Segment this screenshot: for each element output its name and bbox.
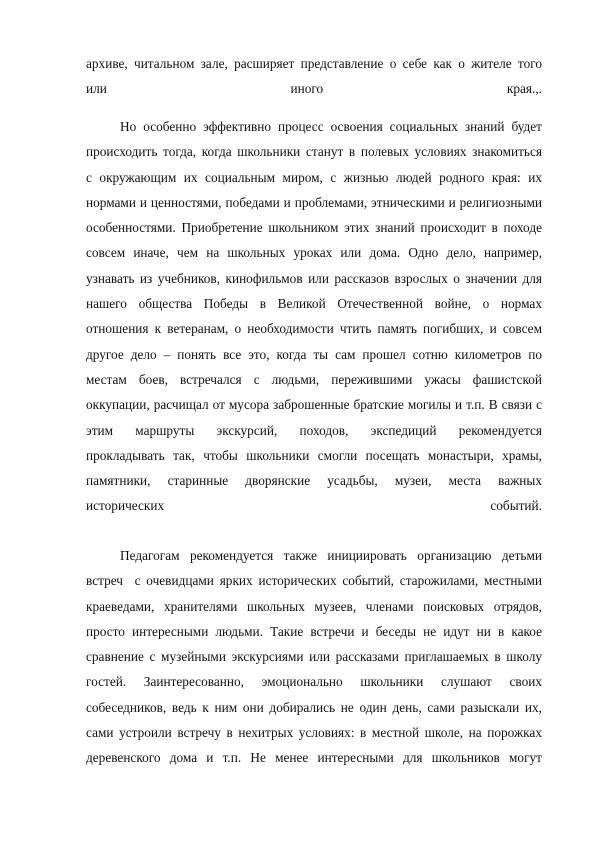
text-line: или иного края.,.: [86, 81, 542, 97]
paragraph-lines: [86, 51, 542, 102]
text-line: памятники, старинные дворянские усадьбы, музеи, места важных: [86, 473, 542, 489]
text-line: местам боев, встречался с людьми, пережившими ужасы фашистской: [86, 371, 542, 387]
text-line: Педагогам рекомендуется также инициировать организацию детьми: [120, 548, 542, 563]
text-line: этим маршруты экскурсий, походов, экспедиций рекомендуется: [86, 422, 542, 438]
text-line: сами устроили встречу в нехитрых условиях: в местной школе, на порожках: [86, 725, 542, 741]
text-line: отношения к ветеранам, о необходимости чтить память погибших, и совсем: [86, 321, 542, 337]
text-line: нашего общества Победы в Великой Отечественной войне, о нормах: [86, 296, 542, 312]
text-line: сравнение с музейными экскурсиями или рассказами приглашаемых в школу: [86, 649, 542, 665]
paragraph-meetings: [86, 543, 542, 771]
text-line: происходить тогда, когда школьники станут в полевых условиях знакомиться: [86, 144, 542, 160]
text-line: архиве, читальном зале, расширяет представление о себе как о жителе того: [86, 56, 542, 71]
text-line: Но особенно эффективно процесс освоения социальных знаний будет: [120, 119, 542, 134]
text-line: с окружающим их социальным миром, с жизнью людей родного края: их: [86, 169, 542, 185]
text-line: совсем иначе, чем на школьных уроках или дома. Одно дело, например,: [86, 245, 542, 261]
text-line: оккупации, расчищал от мусора заброшенные братские могилы и т.п. В связи с: [86, 397, 542, 413]
text-line: другое дело – понять все это, когда ты сам прошел сотню километров по: [86, 346, 542, 362]
text-line: гостей. Заинтересованно, эмоционально школьники слушают своих: [86, 674, 542, 690]
text-line: особенностями. Приобретение школьником этих знаний происходит в походе: [86, 220, 542, 236]
text-line: прокладывать так, чтобы школьники смогли посещать монастыри, храмы,: [86, 447, 542, 463]
text-line: исторических событий.: [86, 498, 542, 514]
text-line: узнавать из учебников, кинофильмов или рассказов взрослых о значении для: [86, 270, 542, 286]
text-line: нормами и ценностями, победами и проблемами, этническими и религиозными: [86, 194, 542, 210]
text-line: деревенского дома и т.п. Не менее интересными для школьников могут: [86, 750, 542, 766]
text-line: просто интересными людьми. Такие встречи и беседы не идут ни в какое: [86, 623, 542, 639]
paragraph-continued: [86, 51, 542, 102]
text-line: краеведами, хранителями школьных музеев, членами поисковых отрядов,: [86, 598, 542, 614]
text-line: встреч с очевидцами ярких исторических событий, старожилами, местными: [86, 573, 542, 589]
paragraph-social-knowledge: [86, 114, 542, 519]
text-line: собеседников, ведь к ним они добирались не один день, сами разыскали их,: [86, 699, 542, 715]
